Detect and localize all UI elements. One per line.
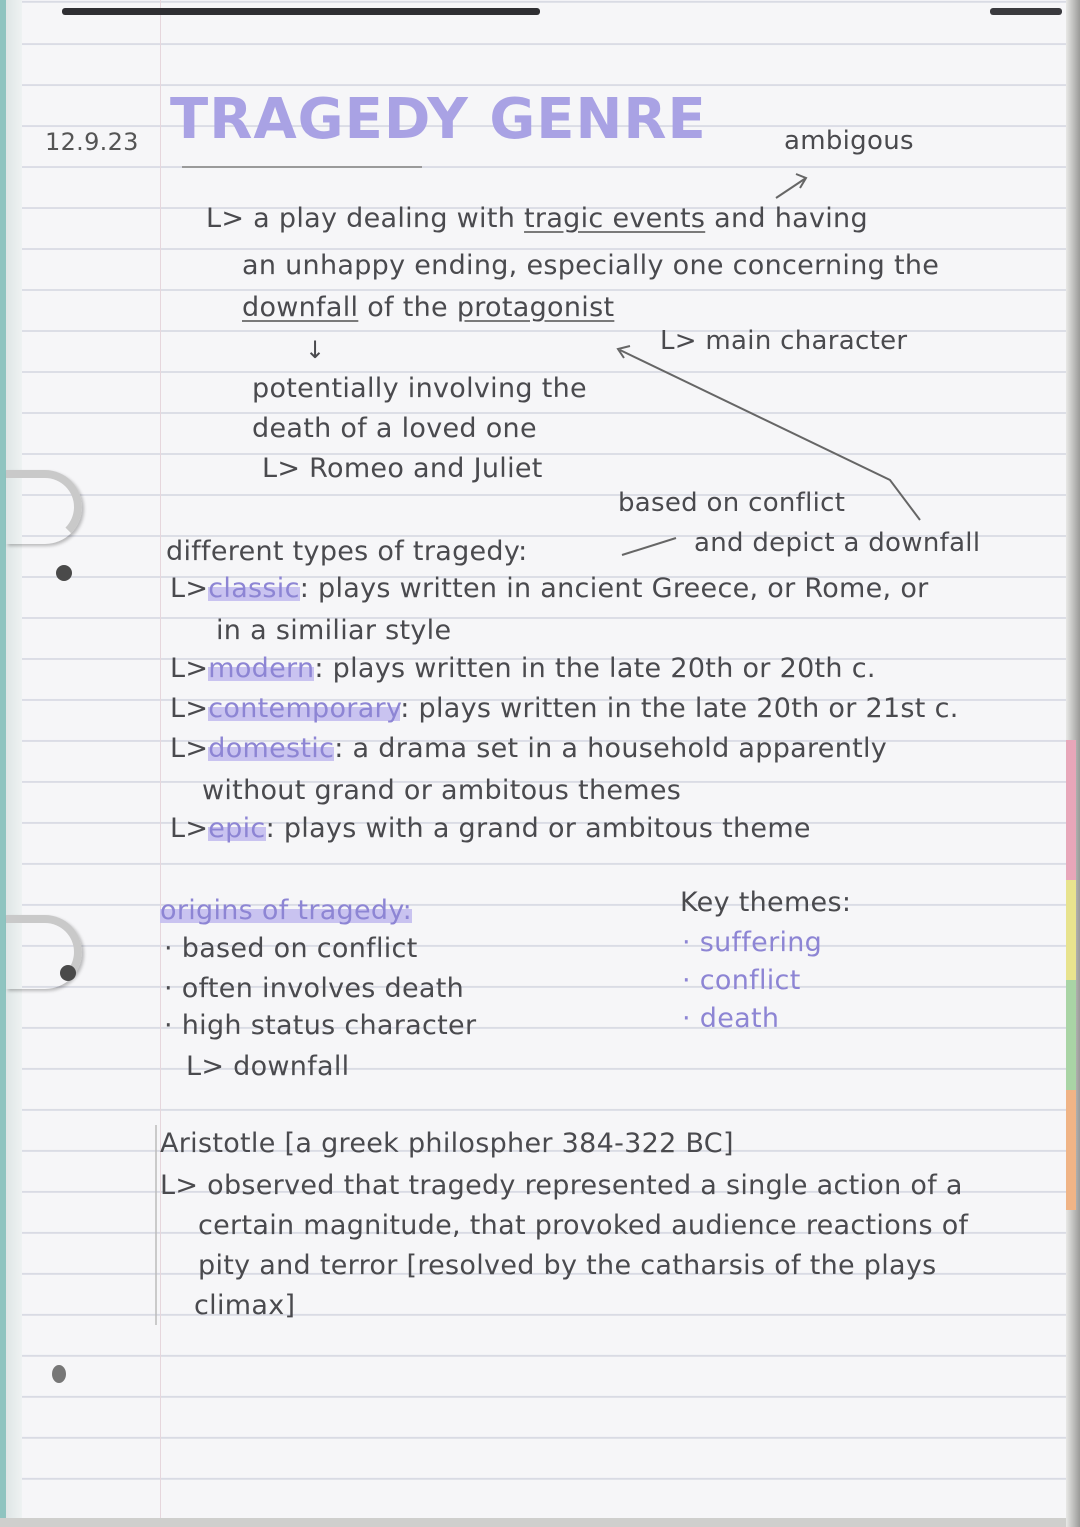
type-desc: : plays written in ancient Greece, or Rome, or [299, 573, 929, 604]
aristotle-line-3: certain magnitude, that provoked audience reactions of [198, 1210, 969, 1241]
type-arrow: L> [170, 653, 209, 684]
ring-hole [56, 565, 72, 581]
type-desc: : plays written in the late 20th or 21st c. [400, 693, 959, 724]
ambiguous-arrow [776, 178, 806, 198]
divider-tab-pink [1066, 740, 1076, 880]
key-theme-item: · death [682, 1003, 780, 1034]
main-character-note: L> main character [660, 326, 908, 356]
potential-line-1: potentially involving the [252, 373, 587, 404]
page-title: TRAGEDY GENRE [170, 87, 707, 152]
aristotle-line-2: L> observed that tragedy represented a single action of a [160, 1170, 963, 1201]
type-item-classic-cont: in a similiar style [216, 615, 452, 646]
origins-heading-text: origins of tragedy: [160, 895, 413, 926]
ring-hole [60, 965, 76, 981]
origins-item: · based on conflict [164, 933, 418, 964]
type-term-domestic: domestic [208, 733, 335, 764]
origins-item: · often involves death [164, 973, 465, 1004]
type-arrow: L> [170, 573, 209, 604]
potential-example: L> Romeo and Juliet [262, 453, 543, 484]
depict-arrow [622, 538, 676, 555]
binder-ring [6, 470, 82, 544]
type-arrow: L> [170, 733, 209, 764]
aristotle-line-5: climax] [194, 1290, 296, 1321]
definition-text: of the [367, 292, 448, 323]
divider-tab-orange [1066, 1090, 1076, 1210]
down-arrow-icon: ↓ [305, 336, 326, 364]
type-term-epic: epic [208, 813, 266, 844]
downfall-term: downfall [242, 292, 359, 323]
key-theme-item: · conflict [682, 965, 801, 996]
tragic-events-term: tragic events [524, 203, 706, 234]
type-item-domestic-cont: without grand or ambitous themes [202, 775, 682, 806]
definition-text: and having [714, 203, 868, 234]
definition-text: a play dealing with [253, 203, 516, 234]
type-term-modern: modern [208, 653, 315, 684]
key-theme-item: · suffering [682, 927, 823, 958]
type-term-contemporary: contemporary [208, 693, 401, 724]
conflict-note-2: and depict a downfall [694, 528, 981, 558]
key-themes-heading: Key themes: [680, 887, 852, 918]
divider-tab-yellow [1066, 880, 1076, 980]
definition-line-2: an unhappy ending, especially one concerning the [242, 250, 940, 281]
punch-hole [52, 1365, 66, 1383]
aristotle-line-1: Aristotle [a greek philospher 384-322 BC] [160, 1128, 734, 1159]
origins-item: · high status character [164, 1010, 477, 1041]
protagonist-term: protagonist [456, 292, 615, 323]
type-desc: : plays with a grand or ambitous theme [265, 813, 811, 844]
types-heading: different types of tragedy: [166, 536, 528, 567]
type-arrow: L> [170, 813, 209, 844]
type-desc: : a drama set in a household apparently [334, 733, 888, 764]
ambiguous-note: ambigous [784, 126, 914, 156]
potential-line-2: death of a loved one [252, 413, 537, 444]
type-term-classic: classic [208, 573, 300, 604]
conflict-arrow [620, 350, 920, 520]
definition-bullet: L> [206, 203, 245, 234]
aristotle-line-4: pity and terror [resolved by the catharsis of the plays [198, 1250, 937, 1281]
conflict-note-1: based on conflict [618, 488, 846, 518]
divider-tab-green [1066, 980, 1076, 1090]
origins-sub: L> downfall [186, 1051, 350, 1082]
type-desc: : plays written in the late 20th or 20th c. [314, 653, 876, 684]
date-note: 12.9.23 [45, 128, 139, 156]
type-arrow: L> [170, 693, 209, 724]
